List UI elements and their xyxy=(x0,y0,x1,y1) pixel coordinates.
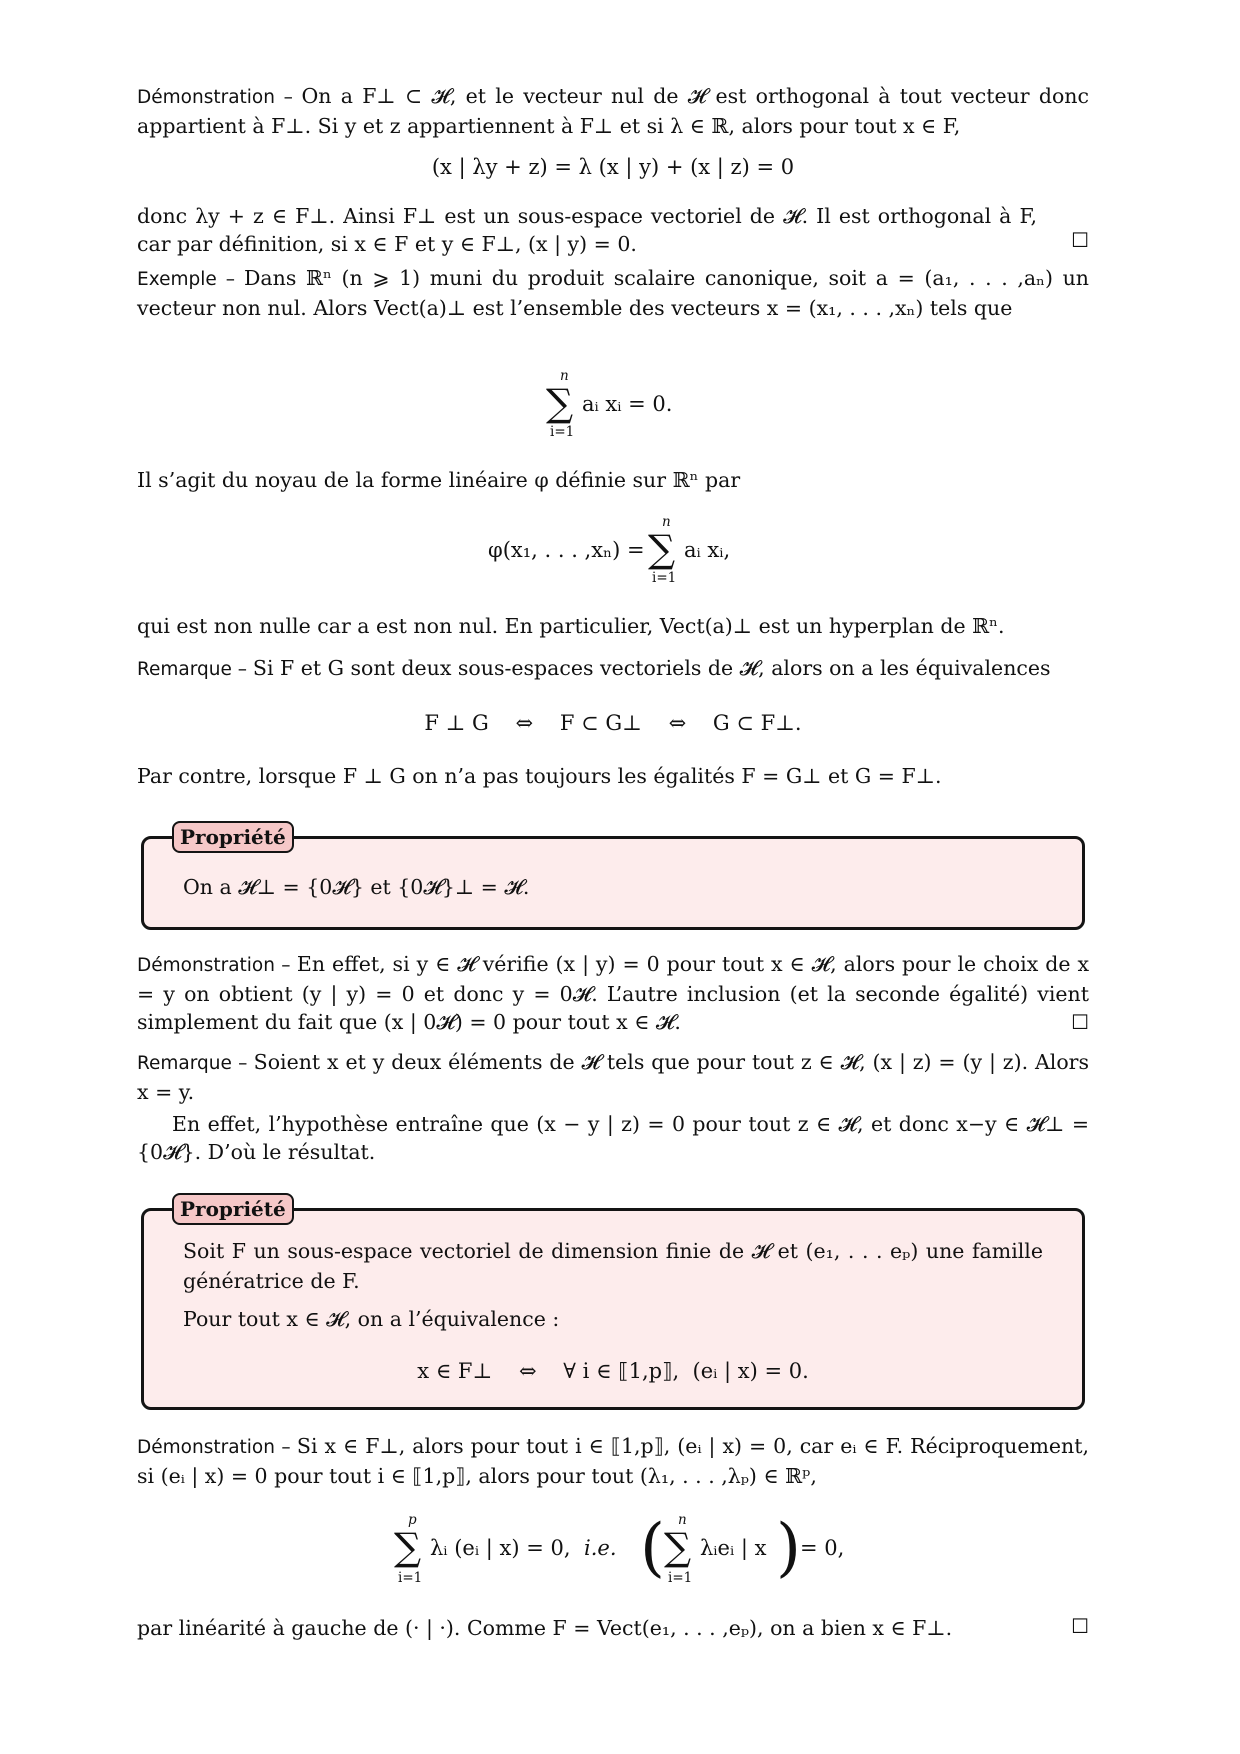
property1-title: Propriété xyxy=(172,821,294,853)
property2-line2: Pour tout x ∈ 𝓗, on a l’équivalence : xyxy=(183,1307,560,1331)
demo2-lead: Démonstration – xyxy=(137,955,297,976)
eq2-body: aᵢ xᵢ, xyxy=(684,538,731,562)
exemple-equation1 xyxy=(540,368,700,442)
remarque2-lead: Remarque – xyxy=(137,1053,254,1074)
demo3-text: Si x ∈ F⊥, alors pour tout i ∈ ⟦1,p⟧, (eᵢ | x) = 0, car eᵢ ∈ F. Réciproquement, si (eᵢ | x) = 0 pour tout i ∈ ⟦1,p⟧, alors pour tout (λ₁, . . . ,λₚ) ∈ ℝᵖ, xyxy=(137,1434,1089,1488)
demo1-equation: (x | λy + z) = λ (x | y) + (x | z) = 0 xyxy=(431,155,795,179)
sum2-upper: n xyxy=(662,514,671,530)
exemple-lead: Exemple – xyxy=(137,269,244,290)
demo3-paragraph xyxy=(137,1432,1089,1490)
sum1-upper: n xyxy=(560,368,569,384)
demo1-text: On a F⊥ ⊂ 𝓗, et le vecteur nul de 𝓗 est orthogonal à tout vecteur donc appartient à F⊥. Si y et z appartiennent à F⊥ et si λ ∈ ℝ, alors pour tout x ∈ F, xyxy=(137,84,1089,138)
property2-equation: x ∈ F⊥ ⇔ ∀ i ∈ ⟦1,p⟧, (eᵢ | x) = 0. xyxy=(417,1359,809,1383)
sum3-upper: p xyxy=(408,1512,417,1528)
demo1-lead: Démonstration – xyxy=(137,87,302,108)
sum2-symbol: ∑ xyxy=(648,527,676,571)
sum2-lower: i=1 xyxy=(652,570,677,586)
demo3-equation xyxy=(388,1512,848,1594)
sum1-lower: i=1 xyxy=(550,424,575,440)
property2-line1: Soit F un sous-espace vectoriel de dimension finie de 𝓗 et (e₁, . . . eₚ) une famille génératrice de F. xyxy=(183,1239,1043,1293)
exemple-text: Dans ℝⁿ (n ⩾ 1) muni du produit scalaire canonique, soit a = (a₁, . . . ,aₙ) un vecteur non nul. Alors Vect(a)⊥ est l’ensemble des vecteurs x = (x₁, . . . ,xₙ) tels que xyxy=(137,266,1090,320)
remarque1-equation: F ⊥ G ⇔ F ⊂ G⊥ ⇔ G ⊂ F⊥. xyxy=(424,711,802,735)
demo2-qed: ☐ xyxy=(1071,1010,1089,1034)
remarque1-lead: Remarque – xyxy=(137,659,253,680)
remarque2-paragraph2: En effet, l’hypothèse entraîne que (x − y | z) = 0 pour tout z ∈ 𝓗, et donc x−y ∈ 𝓗⊥ = {0𝓗}. D’où le résultat. xyxy=(137,1112,1089,1164)
left-paren: ( xyxy=(640,1511,665,1585)
eq2-left: φ(x₁, . . . ,xₙ) = xyxy=(488,538,645,562)
exemple-paragraph3: qui est non nulle car a est non nul. En particulier, Vect(a)⊥ est un hyperplan de ℝⁿ. xyxy=(137,614,1005,638)
demo1-paragraph xyxy=(137,82,1089,140)
demo2-text: En effet, si y ∈ 𝓗 vérifie (x | y) = 0 pour tout x ∈ 𝓗, alors pour le choix de x = y on obtient (y | y) = 0 et donc y = 0𝓗. L’autre inclusion (et la seconde égalité) vient simplement du fait que (x | 0𝓗) = 0 pour tout x ∈ 𝓗. xyxy=(137,952,1090,1034)
sum4-symbol: ∑ xyxy=(664,1525,692,1569)
ie-label: i.e. xyxy=(584,1536,617,1560)
sum1-symbol: ∑ xyxy=(546,381,574,425)
sum4-lower: i=1 xyxy=(668,1570,693,1586)
eq-end: = 0, xyxy=(800,1536,845,1560)
remarque1-paragraph2: Par contre, lorsque F ⊥ G on n’a pas toujours les égalités F = G⊥ et G = F⊥. xyxy=(137,764,942,788)
sum4-upper: n xyxy=(678,1512,687,1528)
remarque1-text: Si F et G sont deux sous-espaces vectoriels de 𝓗, alors on a les équivalences xyxy=(252,656,1051,680)
exemple-paragraph xyxy=(137,264,1089,322)
property2-title: Propriété xyxy=(172,1193,294,1225)
demo1-paragraph2: donc λy + z ∈ F⊥. Ainsi F⊥ est un sous-espace vectoriel de 𝓗. Il est orthogonal à F, car par définition, si x ∈ F et y ∈ F⊥, (x | y) = 0. xyxy=(137,204,1037,256)
remarque2-paragraph xyxy=(137,1048,1089,1106)
sum1-body: aᵢ xᵢ = 0. xyxy=(582,392,673,416)
demo1-qed: ☐ xyxy=(1071,228,1089,252)
sum3-body: λᵢ (eᵢ | x) = 0, xyxy=(430,1536,571,1560)
sum4-body: λᵢeᵢ | x xyxy=(700,1536,767,1560)
property1-text: On a 𝓗⊥ = {0𝓗} et {0𝓗}⊥ = 𝓗. xyxy=(183,875,530,899)
exemple-equation2 xyxy=(488,516,788,588)
demo3-paragraph2: par linéarité à gauche de (· | ·). Comme F = Vect(e₁, . . . ,eₚ), on a bien x ∈ F⊥. xyxy=(137,1616,953,1640)
exemple-paragraph2: Il s’agit du noyau de la forme linéaire φ définie sur ℝⁿ par xyxy=(137,468,741,492)
sum3-lower: i=1 xyxy=(398,1570,423,1586)
remarque1-paragraph xyxy=(137,654,1089,684)
demo2-paragraph xyxy=(137,950,1089,1036)
remarque2-text: Soient x et y deux éléments de 𝓗 tels que pour tout z ∈ 𝓗, (x | z) = (y | z). Alors x = y. xyxy=(137,1050,1089,1104)
right-paren: ) xyxy=(776,1511,801,1585)
demo3-lead: Démonstration – xyxy=(137,1437,297,1458)
sum3-symbol: ∑ xyxy=(394,1525,422,1569)
demo3-qed: ☐ xyxy=(1071,1614,1089,1638)
